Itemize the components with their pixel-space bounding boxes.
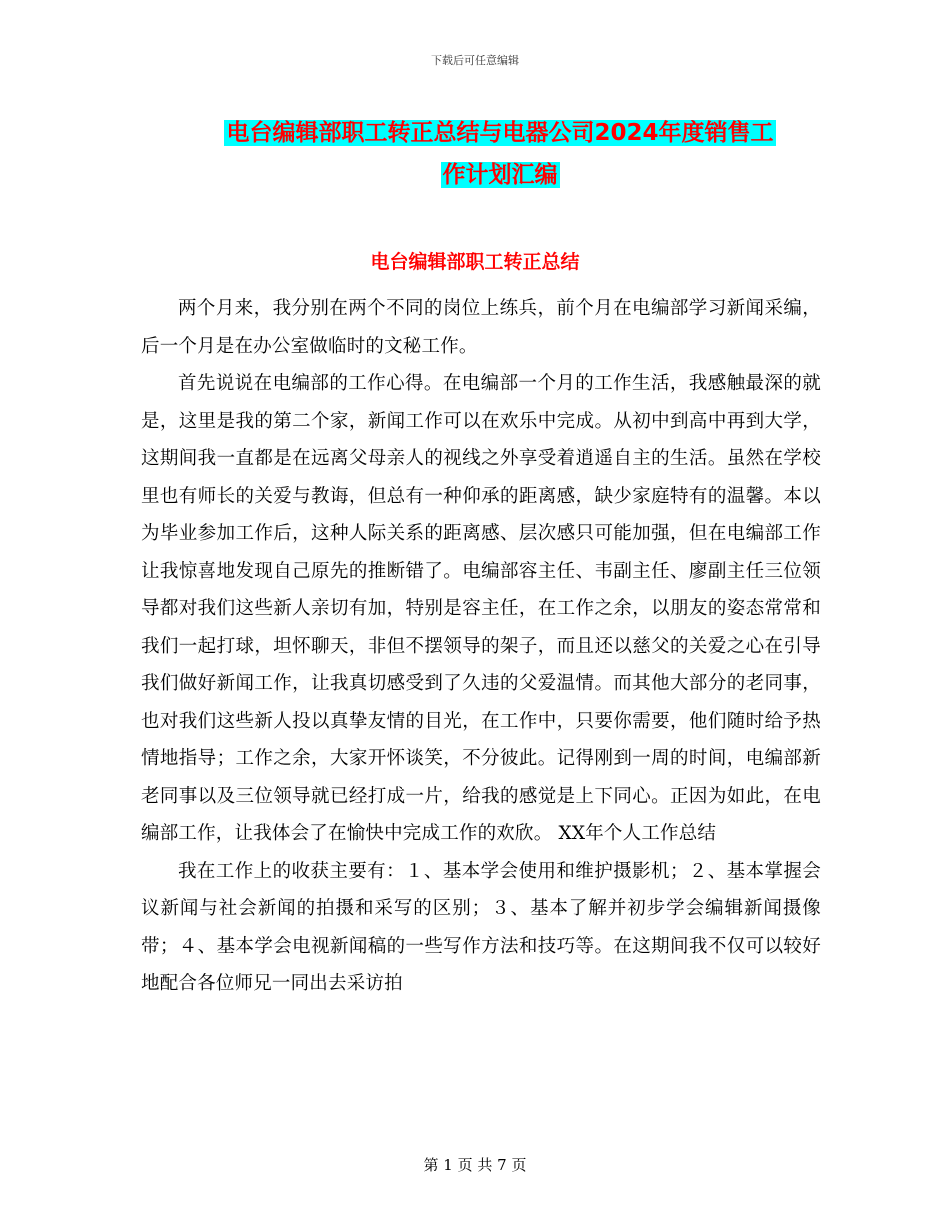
paragraph-2: 首先说说在电编部的工作心得。在电编部一个月的工作生活，我感触最深的就是，这里是我的第二个家，新闻工作可以在欢乐中完成。从初中到高中再到大学，这期间我一直都是在远离父母亲人的视线之外享受着逍遥自主的生活。虽然在学校里也有师长的关爱与教诲，但总有一种仰承的距离感，缺少家庭特有的温馨。本以为毕业参加工作后，这种人际关系的距离感、层次感只可能加强，但在电编部工作让我惊喜地发现自己原先的推断错了。电编部容主任、韦副主任、廖副主任三位领导都对我们这些新人亲切有加，特别是容主任，在工作之余，以朋友的姿态常常和我们一起打球，坦怀聊天，非但不摆领导的架子，而且还以慈父的关爱之心在引导我们做好新闻工作，让我真切感受到了久违的父爱温情。而其他大部分的老同事，也对我们这些新人投以真挚友情的目光，在工作中，只要你需要，他们随时给予热情地指导；工作之余，大家开怀谈笑，不分彼此。记得刚到一周的时间，电编部新老同事以及三位领导就已经打成一片，给我的感觉是上下同心。正因为如此，在电编部工作，让我体会了在愉快中完成工作的欢欣。 XX年个人工作总结 bbox=[141, 373, 821, 844]
page-header-note: 下载后可任意编辑 bbox=[431, 54, 519, 67]
body-text bbox=[141, 290, 821, 1003]
paragraph-1: 两个月来，我分别在两个不同的岗位上练兵，前个月在电编部学习新闻采编，后一个月是在办公室做临时的文秘工作。 bbox=[141, 298, 821, 357]
page-number-footer: 第 1 页 共 7 页 bbox=[423, 1156, 527, 1174]
document-title bbox=[180, 112, 820, 196]
document-title-line-1: 电台编辑部职工转正总结与电器公司2024年度销售工 bbox=[226, 120, 774, 146]
paragraph-3: 我在工作上的收获主要有：１、基本学会使用和维护摄影机；２、基本掌握会议新闻与社会新闻的拍摄和采写的区别；３、基本了解并初步学会编辑新闻摄像带；４、基本学会电视新闻稿的一些写作方法和技巧等。在这期间我不仅可以较好地配合各位师兄一同出去采访拍 bbox=[141, 860, 821, 994]
document-title-line-2: 作计划汇编 bbox=[442, 162, 558, 188]
section-title: 电台编辑部职工转正总结 bbox=[370, 251, 580, 273]
